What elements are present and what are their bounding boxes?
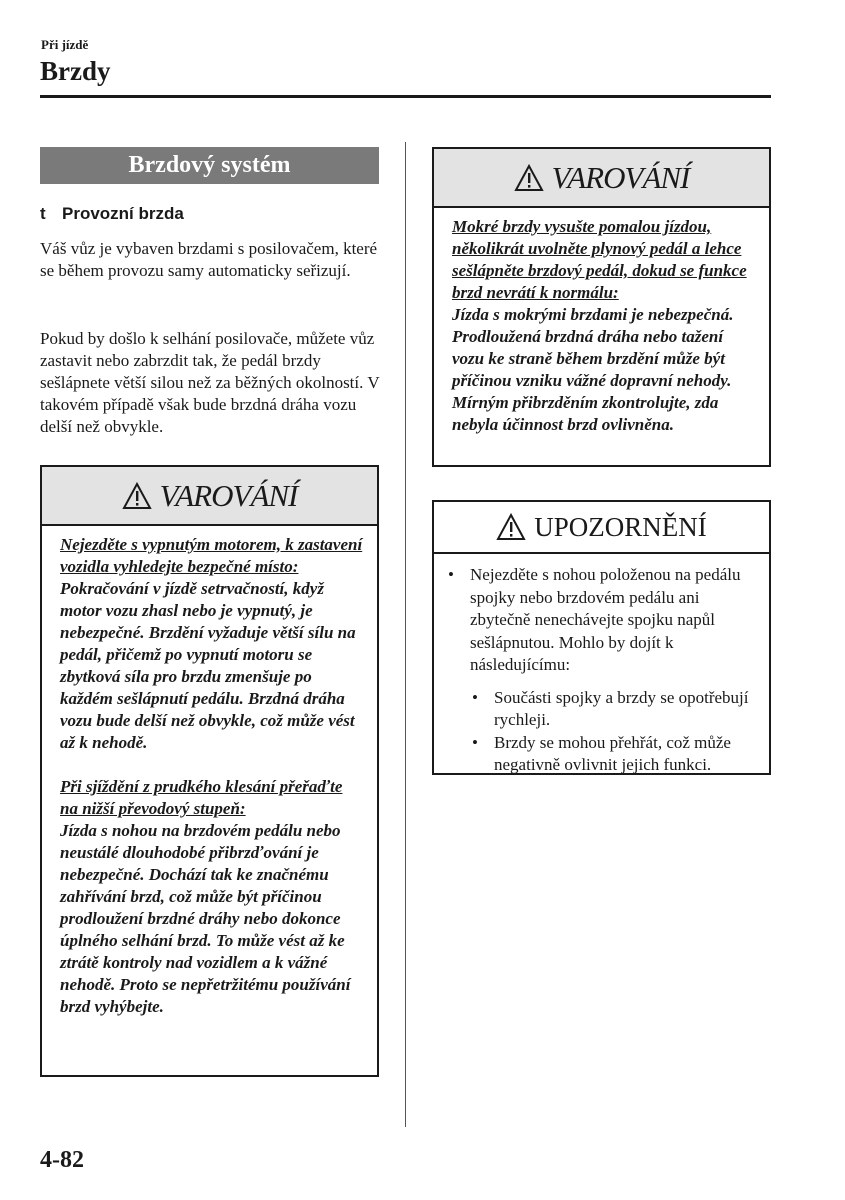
header-rule (40, 95, 771, 98)
paragraph-1: Váš vůz je vybaven brzdami s posilovačem, které se během provozu samy automaticky seřizují. (40, 239, 378, 280)
caution-title: UPOZORNĚNÍ (534, 511, 707, 542)
warning-triangle-icon (122, 482, 152, 510)
warning-body (434, 208, 769, 446)
subheading-bullet: t (40, 204, 46, 223)
warning-triangle-icon (496, 513, 526, 541)
caution-item: • Nejezděte s nohou položenou na pedálu spojky nebo brzdovém pedálu ani zbytečně nenechávejte spojku napůl sešlápnutou. Mohlo by dojít k následujícímu: (448, 564, 755, 677)
caution-box (432, 500, 771, 775)
breadcrumb: Při jízdě (41, 37, 89, 52)
caution-subitem: • Brzdy se mohou přehřát, což může negativně ovlivnit jejich funkci. (472, 732, 755, 777)
warning-text-1: Pokračování v jízdě setrvačností, když motor vozu zhasl nebo je vypnutý, je nebezpečné. Brzdění vyžaduje větší sílu na pedál, přičemž po vypnutí motoru se zbytková síla pro brzdu zmenšuje po každém sešlápnutí pedálu. Brzdná dráha vozu bude delší než obvykle, což může vést až k nehodě. (60, 579, 356, 752)
warning-lead-2: Při sjíždění z prudkého klesání přeřaďte na nižší převodový stupeň: (60, 777, 343, 818)
warning-header (434, 149, 769, 208)
warning-text-2: Jízda s nohou na brzdovém pedálu nebo neustálé dlouhodobé přibrzďování je nebezpečné. Dochází tak ke značnému zahřívání brzd, což může být příčinou prodloužení brzdné dráhy nebo dokonce úplného selhání brzd. To může vést až ke ztrátě kontroly nad vozidlem a k vážné nehodě. Proto se nepřetržitému používání brzd vyhýbejte. (60, 821, 351, 1016)
caution-body (434, 554, 769, 787)
warning-body (42, 526, 377, 1028)
caution-header (434, 502, 769, 554)
warning-box-right (432, 147, 771, 467)
subheading (40, 204, 184, 224)
section-title: Brzdový systém (40, 147, 379, 184)
caution-subitem: • Součásti spojky a brzdy se opotřebují rychleji. (472, 687, 755, 732)
page-number: 4-82 (40, 1147, 84, 1173)
warning-title: VAROVÁNÍ (159, 477, 298, 513)
warning-triangle-icon (514, 164, 544, 192)
warning-text: Jízda s mokrými brzdami je nebezpečná. Prodloužená brzdná dráha nebo tažení vozu ke straně během brzdění může být příčinou vzniku vážné dopravní nehody. Mírným přibrzděním zkontrolujte, zda nebyla účinnost brzd ovlivněna. (452, 305, 734, 434)
warning-lead: Mokré brzdy vysušte pomalou jízdou, několikrát uvolněte plynový pedál a lehce sešlápněte brzdový pedál, dokud se funkce brzd nevrátí k normálu: (452, 217, 747, 302)
warning-box-left (40, 465, 379, 1077)
paragraph-2: Pokud by došlo k selhání posilovače, můžete vůz zastavit nebo zabrzdit tak, že pedál brzdy sešlápnete větší silou než za běžných okolností. V takovém případě však bude brzdná dráha vozu delší než obvykle. (40, 329, 380, 436)
column-divider (405, 142, 406, 1127)
subheading-label: Provozní brzda (62, 204, 184, 223)
warning-title: VAROVÁNÍ (551, 159, 690, 195)
warning-lead-1: Nejezděte s vypnutým motorem, k zastavení vozidla vyhledejte bezpečné místo: (60, 535, 363, 576)
page-title: Brzdy (40, 56, 111, 86)
warning-header (42, 467, 377, 526)
